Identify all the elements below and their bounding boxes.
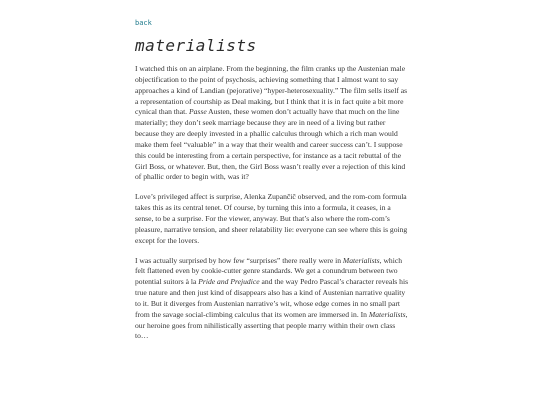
paragraph-3	[135, 256, 410, 343]
italic-text: Materialists	[368, 309, 406, 319]
text-run: Austen, these women don’t actually have that much on the line materially; they don’t seek marriage because they are in need of a living but rather because they are deeply invested in a phallic calculus through which a rich man would make them feel “valuable” in a way that their wealth and career success can’t. I suppose this could be interesting from a certain perspective, for instance as a tacit rebuttal of the Girl Boss, or whatever. But, then, the Girl Boss wasn’t really ever a rejection of this kind of phallic order to begin with, was it?	[135, 107, 406, 182]
text-run: , which felt flattened even by cookie-cutter genre standards. We get a conundrum between two potential suitors à la	[135, 255, 402, 287]
post-body	[135, 64, 410, 342]
back-link[interactable]: back	[135, 19, 152, 27]
text-run: , our heroine goes from nihilistically asserting that people marry within their own class to…	[135, 309, 408, 341]
text-run: Love’s privileged affect is surprise, Alenka Zupančič observed, and the rom-com formula takes this as its central tenet. Of course, by turning this into a formula, it ceases, in a sense, to be a surprise. For the viewer, anyway. But that’s also where the rom-com’s pleasure, narrative tension, and sheer relatability lie: everyone can see where this is going except for the lovers.	[135, 192, 408, 245]
text-run: I watched this on an airplane. From the beginning, the film cranks up the Austenian male objectification to the point of psychosis, achieving something that I almost want to say approaches a kind of Landian (pejorative) “hyper-heterosexuality.” The film sells itself as a representation of courtship as Deal making, but I think that it is in fact quite a bit more cynical than that.	[135, 64, 408, 117]
post-content	[135, 12, 410, 351]
text-run: I was actually surprised by how few “surprises” there really were in	[135, 255, 343, 265]
paragraph-1	[135, 64, 410, 183]
paragraph-2	[135, 192, 410, 246]
italic-text: Materialists	[342, 255, 380, 265]
text-run: and the way Pedro Pascal’s character reveals his true nature and then just kind of disappears also has a kind of Austenian narrative quality to it. But it diverges from Austenian narrative’s wit, whose edge comes in no small part from the savage social-climbing calculus that its women are immersed in. In	[135, 277, 409, 319]
italic-text: Pride and Prejudice	[198, 277, 260, 287]
page-title: materialists	[135, 36, 257, 55]
italic-text: Passe	[188, 107, 207, 117]
